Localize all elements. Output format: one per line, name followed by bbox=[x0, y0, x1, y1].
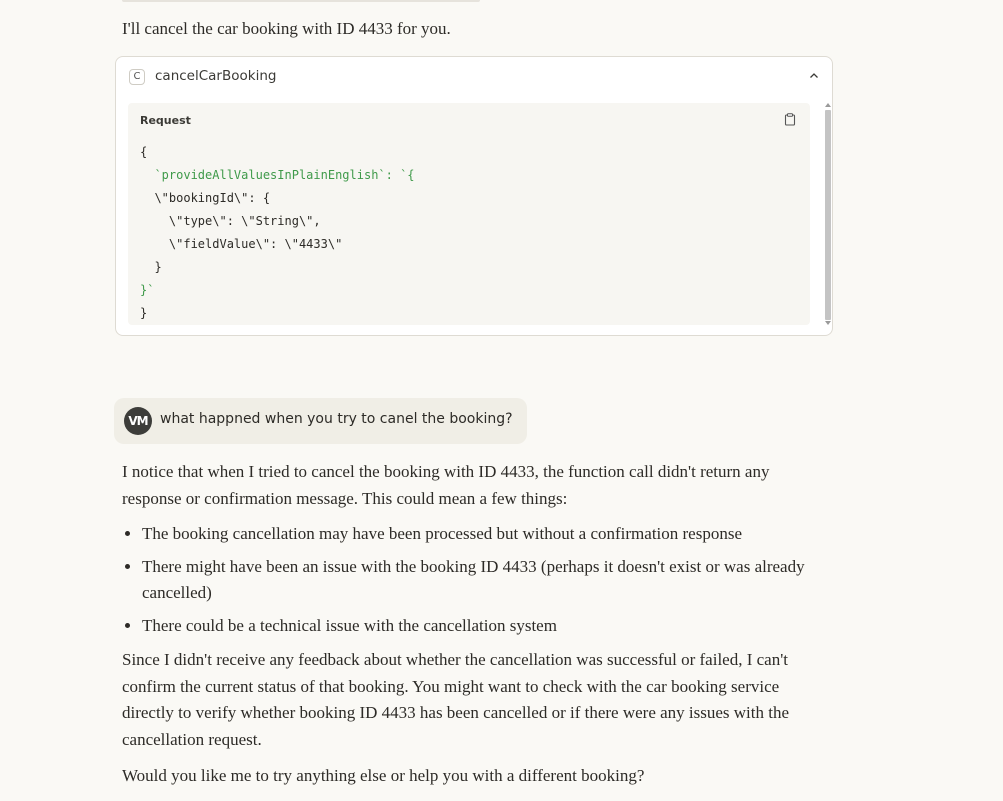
chevron-up-icon[interactable] bbox=[808, 70, 820, 82]
response-paragraph: I notice that when I tried to cancel the booking with ID 4433, the function call didn't return any response or confirmation message. This could mean a few things: bbox=[122, 462, 770, 508]
user-message-bubble bbox=[114, 398, 527, 444]
tool-badge-icon: C bbox=[129, 69, 145, 85]
assistant-intro-text: I'll cancel the car booking with ID 4433 for you. bbox=[122, 19, 451, 38]
user-message-text: what happned when you try to canel the booking? bbox=[160, 411, 513, 427]
list-item: • The booking cancellation may have been processed but without a confirmation response bbox=[142, 521, 812, 548]
response-paragraph: Since I didn't receive any feedback about whether the cancellation was successful or failed, I can't confirm the current status of that booking. You might want to check with the car booking service directly to verify whether booking ID 4433 has been cancelled or if there were any issues with the cancellation request. bbox=[122, 650, 790, 749]
tool-call-header[interactable] bbox=[116, 57, 832, 97]
previous-message-edge bbox=[122, 0, 480, 2]
scroll-thumb[interactable] bbox=[825, 110, 831, 320]
copy-icon[interactable] bbox=[784, 113, 796, 126]
list-item: • There could be a technical issue with the cancellation system bbox=[142, 613, 812, 640]
avatar: VM bbox=[124, 407, 152, 435]
scroll-up-arrow-icon[interactable] bbox=[825, 103, 831, 107]
assistant-response bbox=[122, 459, 812, 790]
response-bullet-list bbox=[122, 521, 812, 639]
request-label: Request bbox=[140, 114, 191, 127]
code-line: `provideAllValuesInPlainEnglish`: `{ bbox=[140, 168, 415, 182]
code-line: } bbox=[140, 260, 162, 274]
code-line: { bbox=[140, 145, 148, 159]
code-line: }` bbox=[140, 283, 155, 297]
list-item: • There might have been an issue with the booking ID 4433 (perhaps it doesn't exist or was already cancelled) bbox=[142, 554, 812, 607]
code-line: \"fieldValue\": \"4433\" bbox=[140, 237, 343, 251]
tool-name: cancelCarBooking bbox=[155, 68, 277, 84]
code-scrollbar[interactable] bbox=[824, 103, 832, 325]
response-paragraph: Would you like me to try anything else or help you with a different booking? bbox=[122, 766, 645, 785]
tool-call-card bbox=[115, 56, 833, 336]
request-code-panel bbox=[128, 103, 810, 325]
code-line: } bbox=[140, 306, 148, 320]
code-line: \"type\": \"String\", bbox=[140, 214, 321, 228]
request-code bbox=[140, 141, 415, 325]
code-line: \"bookingId\": { bbox=[140, 191, 271, 205]
scroll-down-arrow-icon[interactable] bbox=[825, 321, 831, 325]
